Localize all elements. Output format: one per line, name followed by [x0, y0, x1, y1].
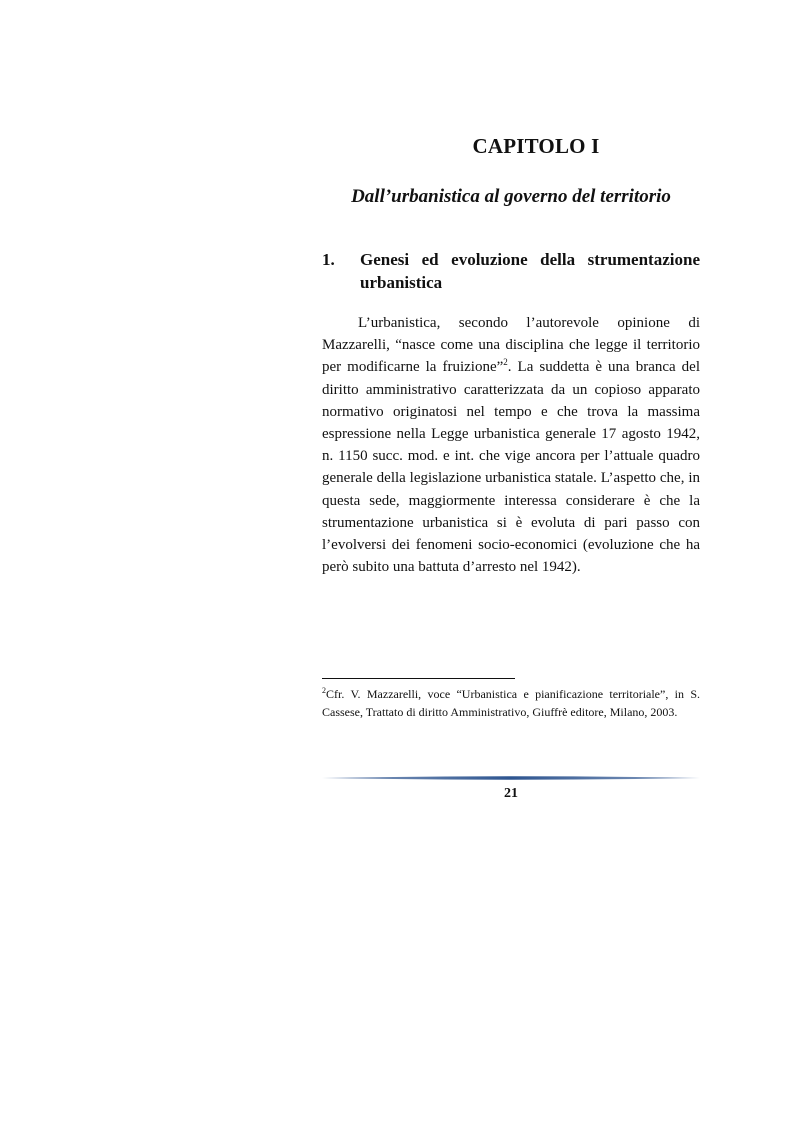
footnote-marker: 2	[322, 686, 326, 695]
footnote-text: Cfr. V. Mazzarelli, voce “Urbanistica e pianificazione territoriale”, in S. Cassese, Trattato di diritto Amministrativo, Giuffrè editore, Milano, 2003.	[322, 687, 700, 719]
section-number: 1.	[322, 250, 335, 269]
body-text-part-1: L’urbanistica, secondo l’autorevole opinione di Mazzarelli, “nasce come una disciplina che legge il territorio per modificarne la fruizione”	[322, 315, 700, 376]
page-footer-rule	[322, 774, 700, 782]
section-title: Genesi ed evoluzione della strumentazione urbanistica	[360, 250, 700, 292]
footnote-reference[interactable]: 2	[503, 357, 508, 368]
footnote	[322, 685, 700, 721]
chapter-subtitle: Dall’urbanistica al governo del territorio	[351, 186, 671, 207]
body-paragraph	[322, 312, 700, 578]
body-text-part-2: . La suddetta è una branca del diritto amministrativo caratterizzata da un copioso apparato normativo originatosi nel tempo e che trova la massima espressione nella Legge urbanistica generale 17 agosto 1942, n. 1150 succ. mod. e int. che vige ancora per l’attuale quadro generale della legislazione urbanistica statale. L’aspetto che, in questa sede, maggiormente interessa considerare è che la strumentazione urbanistica si è evoluta di pari passo con l’evolversi dei fenomeni socio-economici (evoluzione che ha però subito una battuta d’arresto nel 1942).	[322, 359, 701, 576]
footnote-separator	[322, 678, 515, 679]
chapter-title: CAPITOLO I	[472, 134, 600, 158]
page-number: 21	[504, 786, 518, 801]
section-heading	[322, 248, 700, 294]
